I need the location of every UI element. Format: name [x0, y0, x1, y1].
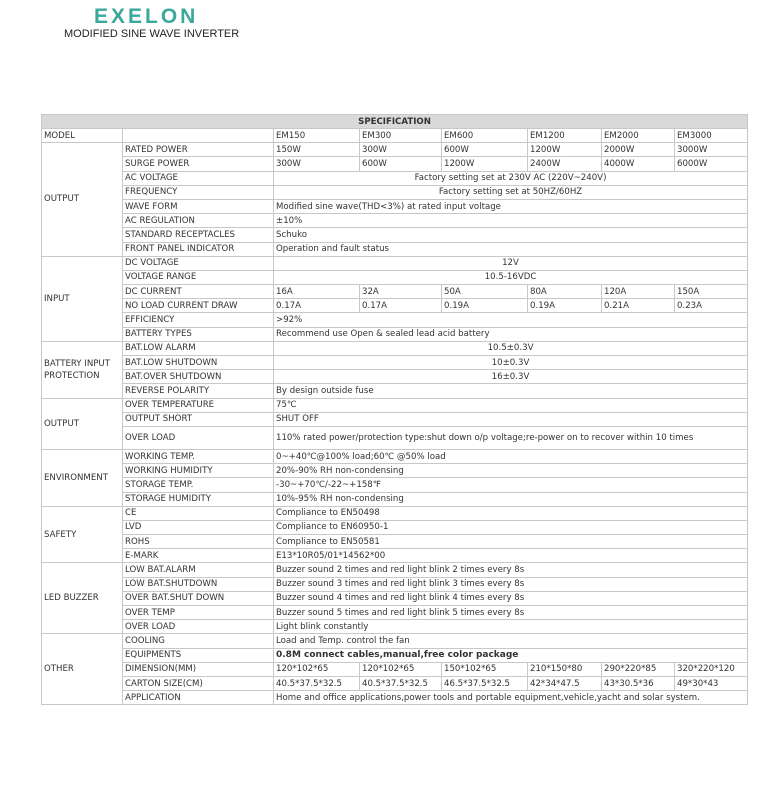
group-label: ENVIRONMENT: [42, 449, 123, 506]
value-cell: 120*102*65: [360, 662, 442, 676]
value-cell: -30~+70℃/-22~+158℉: [274, 478, 748, 492]
row-label: WORKING HUMIDITY: [123, 464, 274, 478]
value-cell: 49*30*43: [675, 676, 748, 690]
group-label: OUTPUT: [42, 143, 123, 257]
value-cell: 120*102*65: [274, 662, 360, 676]
table-row: [42, 199, 748, 213]
table-row: [42, 620, 748, 634]
table-row: [42, 398, 748, 412]
row-label: VOLTAGE RANGE: [123, 270, 274, 284]
table-row: [42, 256, 748, 270]
row-label: REVERSE POLARITY: [123, 384, 274, 398]
value-cell: 0.17A: [274, 299, 360, 313]
value-cell: 320*220*120: [675, 662, 748, 676]
value-cell: 43*30.5*36: [602, 676, 675, 690]
table-row: [42, 591, 748, 605]
value-cell: Factory setting set at 230V AC (220V~240V): [274, 171, 748, 185]
row-label: STORAGE TEMP.: [123, 478, 274, 492]
value-cell: 6000W: [675, 157, 748, 171]
row-label: FRONT PANEL INDICATOR: [123, 242, 274, 256]
value-cell: 32A: [360, 285, 442, 299]
brand-header: [64, 6, 254, 41]
value-cell: 0.19A: [528, 299, 602, 313]
row-label: DIMENSION(MM): [123, 662, 274, 676]
value-cell: 50A: [442, 285, 528, 299]
row-label: STORAGE HUMIDITY: [123, 492, 274, 506]
value-cell: Buzzer sound 3 times and red light blink 3 times every 8s: [274, 577, 748, 591]
value-cell: 2400W: [528, 157, 602, 171]
table-row: [42, 478, 748, 492]
row-label: EQUIPMENTS: [123, 648, 274, 662]
value-cell: Buzzer sound 5 times and red light blink 5 times every 8s: [274, 606, 748, 620]
row-label: OVER TEMP: [123, 606, 274, 620]
model-cell: EM150: [274, 129, 360, 143]
model-cell: EM600: [442, 129, 528, 143]
row-label: NO LOAD CURRENT DRAW: [123, 299, 274, 313]
value-cell: Compliance to EN60950-1: [274, 520, 748, 534]
value-cell: 10.5±0.3V: [274, 341, 748, 355]
row-label: BAT.LOW ALARM: [123, 341, 274, 355]
row-label: CARTON SIZE(CM): [123, 676, 274, 690]
value-cell: 0.8M connect cables,manual,free color package: [274, 648, 748, 662]
table-row: [42, 171, 748, 185]
value-cell: 0~+40℃@100% load;60℃ @50% load: [274, 449, 748, 463]
table-row: [42, 157, 748, 171]
row-label: BAT.OVER SHUTDOWN: [123, 370, 274, 384]
value-cell: Compliance to EN50581: [274, 535, 748, 549]
table-row: [42, 426, 748, 449]
table-row: [42, 549, 748, 563]
value-cell: 80A: [528, 285, 602, 299]
value-cell: 0.21A: [602, 299, 675, 313]
group-label-line: BATTERY INPUT: [44, 358, 110, 369]
group-label: [42, 341, 123, 398]
group-label: OUTPUT: [42, 398, 123, 449]
table-row: [42, 606, 748, 620]
value-cell: 75℃: [274, 398, 748, 412]
row-label: LOW BAT.ALARM: [123, 563, 274, 577]
row-label: OVER LOAD: [123, 620, 274, 634]
table-row: [42, 535, 748, 549]
row-label: RATED POWER: [123, 143, 274, 157]
brand-logo: EXELON: [94, 5, 199, 28]
value-cell: Recommend use Open & sealed lead acid battery: [274, 327, 748, 341]
row-label: OUTPUT SHORT: [123, 412, 274, 426]
table-row: [42, 299, 748, 313]
row-label: OVER BAT.SHUT DOWN: [123, 591, 274, 605]
value-cell: Buzzer sound 2 times and red light blink 2 times every 8s: [274, 563, 748, 577]
group-label: SAFETY: [42, 506, 123, 563]
table-row: [42, 270, 748, 284]
table-row: [42, 242, 748, 256]
model-cell: EM300: [360, 129, 442, 143]
table-row: [42, 143, 748, 157]
table-row: [42, 676, 748, 690]
value-cell: 12V: [274, 256, 748, 270]
table-row: [42, 464, 748, 478]
value-cell: 40.5*37.5*32.5: [360, 676, 442, 690]
table-row: [42, 228, 748, 242]
model-cell: EM2000: [602, 129, 675, 143]
value-cell: Modified sine wave(THD<3%) at rated input voltage: [274, 199, 748, 213]
row-label: LOW BAT.SHUTDOWN: [123, 577, 274, 591]
row-label: SURGE POWER: [123, 157, 274, 171]
row-label: DC VOLTAGE: [123, 256, 274, 270]
value-cell: 20%-90% RH non-condensing: [274, 464, 748, 478]
value-cell: ±10%: [274, 214, 748, 228]
row-label: WAVE FORM: [123, 199, 274, 213]
row-label: OVER LOAD: [123, 426, 274, 449]
table-row-model: [42, 129, 748, 143]
table-row: [42, 185, 748, 199]
row-label: FREQUENCY: [123, 185, 274, 199]
value-cell: 150*102*65: [442, 662, 528, 676]
row-label: AC REGULATION: [123, 214, 274, 228]
table-row: [42, 634, 748, 648]
value-cell: 150W: [274, 143, 360, 157]
row-label: CE: [123, 506, 274, 520]
value-cell: By design outside fuse: [274, 384, 748, 398]
value-cell: 3000W: [675, 143, 748, 157]
value-cell: 110% rated power/protection type:shut down o/p voltage;re-power on to recover within 10 times: [274, 426, 748, 449]
row-label: E-MARK: [123, 549, 274, 563]
value-cell: 1200W: [442, 157, 528, 171]
model-cell: EM1200: [528, 129, 602, 143]
table-row: [42, 449, 748, 463]
value-cell: Buzzer sound 4 times and red light blink 4 times every 8s: [274, 591, 748, 605]
value-cell: 1200W: [528, 143, 602, 157]
table-row: [42, 662, 748, 676]
row-label: MODEL: [42, 129, 123, 143]
table-row: [42, 384, 748, 398]
group-label-line: PROTECTION: [44, 370, 100, 381]
value-cell: 16A: [274, 285, 360, 299]
value-cell: 120A: [602, 285, 675, 299]
table-row: [42, 356, 748, 370]
table-row: [42, 492, 748, 506]
value-cell: 290*220*85: [602, 662, 675, 676]
product-subtitle: MODIFIED SINE WAVE INVERTER: [64, 28, 240, 40]
value-cell: 10.5-16VDC: [274, 270, 748, 284]
row-label: EFFICIENCY: [123, 313, 274, 327]
table-row: [42, 520, 748, 534]
table-row: [42, 506, 748, 520]
value-cell: Light blink constantly: [274, 620, 748, 634]
row-label: OVER TEMPERATURE: [123, 398, 274, 412]
value-cell: 0.19A: [442, 299, 528, 313]
value-cell: Compliance to EN50498: [274, 506, 748, 520]
table-row: [42, 648, 748, 662]
value-cell: 10%-95% RH non-condensing: [274, 492, 748, 506]
value-cell: Home and office applications,power tools and portable equipment,vehicle,yacht and solar system.: [274, 691, 748, 705]
table-row: [42, 691, 748, 705]
row-label: ROHS: [123, 535, 274, 549]
value-cell: Load and Temp. control the fan: [274, 634, 748, 648]
table-row: [42, 327, 748, 341]
value-cell: 150A: [675, 285, 748, 299]
value-cell: 300W: [360, 143, 442, 157]
value-cell: Factory setting set at 50HZ/60HZ: [274, 185, 748, 199]
row-label: APPLICATION: [123, 691, 274, 705]
row-label: STANDARD RECEPTACLES: [123, 228, 274, 242]
value-cell: 210*150*80: [528, 662, 602, 676]
value-cell: Schuko: [274, 228, 748, 242]
group-label: LED BUZZER: [42, 563, 123, 634]
value-cell: Operation and fault status: [274, 242, 748, 256]
model-cell: EM3000: [675, 129, 748, 143]
row-label: BATTERY TYPES: [123, 327, 274, 341]
table-row: [42, 341, 748, 355]
value-cell: 16±0.3V: [274, 370, 748, 384]
table-row: [42, 214, 748, 228]
specification-table: [41, 114, 748, 705]
value-cell: 0.17A: [360, 299, 442, 313]
table-title: SPECIFICATION: [42, 115, 748, 129]
row-label: LVD: [123, 520, 274, 534]
table-row: [42, 313, 748, 327]
table-row: [42, 577, 748, 591]
value-cell: 0.23A: [675, 299, 748, 313]
group-label: OTHER: [42, 634, 123, 705]
row-label: COOLING: [123, 634, 274, 648]
value-cell: 10±0.3V: [274, 356, 748, 370]
value-cell: >92%: [274, 313, 748, 327]
table-row: [42, 285, 748, 299]
value-cell: 42*34*47.5: [528, 676, 602, 690]
table-row: [42, 412, 748, 426]
value-cell: 40.5*37.5*32.5: [274, 676, 360, 690]
value-cell: 46.5*37.5*32.5: [442, 676, 528, 690]
row-label: BAT.LOW SHUTDOWN: [123, 356, 274, 370]
table-row: [42, 370, 748, 384]
row-label: WORKING TEMP.: [123, 449, 274, 463]
row-label: DC CURRENT: [123, 285, 274, 299]
value-cell: 4000W: [602, 157, 675, 171]
row-label: AC VOLTAGE: [123, 171, 274, 185]
value-cell: 600W: [442, 143, 528, 157]
table-title-row: [42, 115, 748, 129]
value-cell: SHUT OFF: [274, 412, 748, 426]
group-label: INPUT: [42, 256, 123, 341]
value-cell: 300W: [274, 157, 360, 171]
value-cell: 600W: [360, 157, 442, 171]
value-cell: 2000W: [602, 143, 675, 157]
table-row: [42, 563, 748, 577]
value-cell: E13*10R05/01*14562*00: [274, 549, 748, 563]
